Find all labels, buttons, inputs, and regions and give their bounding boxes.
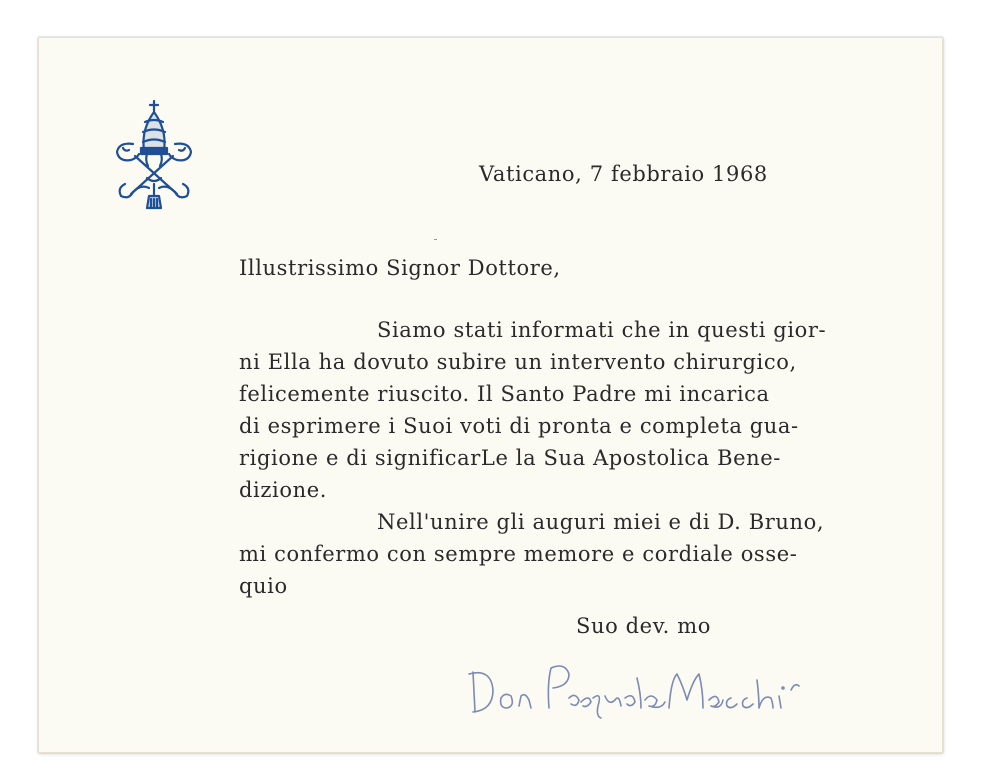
body-line: quio xyxy=(239,574,288,598)
body-line: rigione e di significarLe la Sua Apostolica Bene- xyxy=(239,446,781,470)
body-line: ni Ella ha dovuto subire un intervento chirurgico, xyxy=(239,350,797,374)
body-line: Siamo stati informati che in questi gior- xyxy=(377,318,827,342)
body-line: di esprimere i Suoi voti di pronta e completa gua- xyxy=(239,414,799,438)
letter-body xyxy=(239,315,826,603)
body-line: mi confermo con sempre memore e cordiale osse- xyxy=(239,542,798,566)
body-line: Nell'unire gli auguri miei e di D. Bruno, xyxy=(377,510,825,534)
body-line: dizione. xyxy=(239,478,328,502)
letter-closing: Suo dev. mo xyxy=(576,614,711,638)
papal-coat-of-arms-icon xyxy=(111,98,197,214)
handwritten-signature xyxy=(465,650,825,730)
letter-card xyxy=(38,37,943,753)
body-line: felicemente riuscito. Il Santo Padre mi incarica xyxy=(239,382,770,406)
paper-mark xyxy=(434,239,437,240)
letter-date: Vaticano, 7 febbraio 1968 xyxy=(479,162,768,186)
letter-salutation: Illustrissimo Signor Dottore, xyxy=(239,256,561,280)
